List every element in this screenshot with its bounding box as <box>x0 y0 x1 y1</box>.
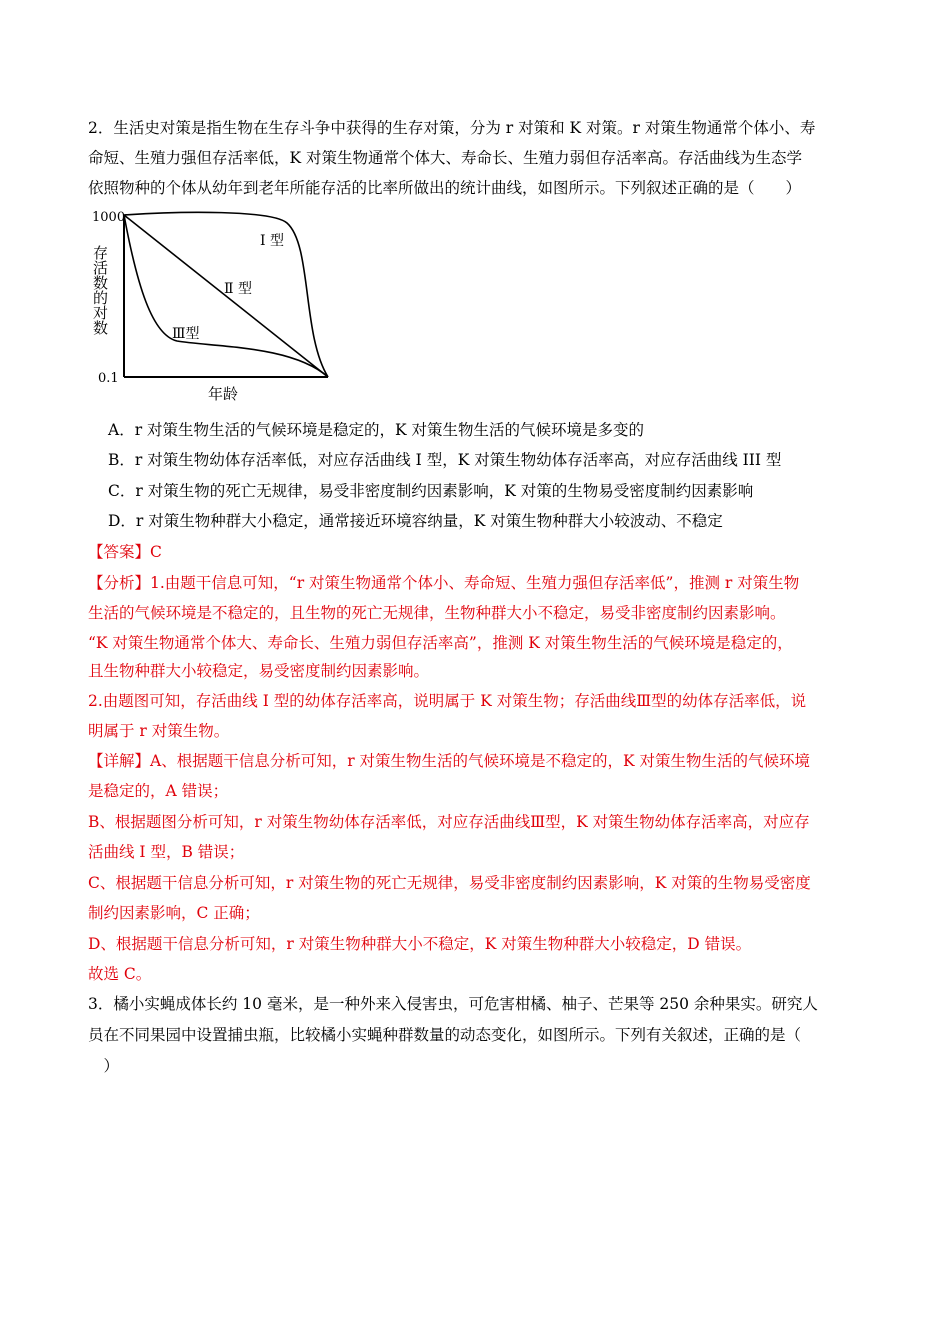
q2-detail-line-3: B、根据题图分析可知，r 对策生物幼体存活率低，对应存活曲线Ⅲ型，K 对策生物幼体存活率高，对应存 <box>88 813 810 831</box>
curve-label-type-3: Ⅲ型 <box>172 326 200 342</box>
q2-analysis-line-5: 2.由题图可知，存活曲线 I 型的幼体存活率高，说明属于 K 对策生物；存活曲线Ⅲ型的幼体存活率低，说 <box>88 692 807 710</box>
q2-option-b: B．r 对策生物幼体存活率低，对应存活曲线 I 型，K 对策生物幼体存活率高，对应存活曲线 III 型 <box>108 451 782 469</box>
q2-option-d: D．r 对策生物种群大小稳定，通常接近环境容纳量，K 对策生物种群大小较波动、不稳定 <box>108 512 723 530</box>
q2-stem-line-1: 2．生活史对策是指生物在生存斗争中获得的生存对策，分为 r 对策和 K 对策。r 对策生物通常个体小、寿 <box>88 119 816 137</box>
q3-stem-line-3: ） <box>88 1057 120 1075</box>
q2-detail-line-6: 制约因素影响，C 正确； <box>88 904 260 922</box>
survivorship-figure <box>92 205 342 409</box>
q2-analysis-line-2: 生活的气候环境是不稳定的，且生物的死亡无规律，生物种群大小不稳定，易受非密度制约因素影响。 <box>88 604 786 622</box>
y-top-tick-label: 1000 <box>92 210 126 225</box>
q2-analysis-line-6: 明属于 r 对策生物。 <box>88 722 230 740</box>
q2-analysis-line-1: 【分析】1.由题干信息可知，“r 对策生物通常个体小、寿命短、生殖力强但存活率低”，推测 r 对策生物 <box>88 574 800 592</box>
q2-detail-line-7: D、根据题干信息分析可知，r 对策生物种群大小不稳定，K 对策生物种群大小较稳定，D 错误。 <box>88 935 752 953</box>
curve-label-type-1: I 型 <box>260 233 284 249</box>
q2-detail-line-8: 故选 C。 <box>88 965 152 983</box>
y-bottom-tick-label: 0.1 <box>98 371 119 386</box>
y-axis-label: 存活数的对数 <box>92 245 109 335</box>
q2-detail-line-4: 活曲线 I 型，B 错误； <box>88 843 245 861</box>
q2-analysis-line-3: “K 对策生物通常个体大、寿命长、生殖力弱但存活率高”，推测 K 对策生物生活的气候环境是稳定的， <box>88 634 793 652</box>
q2-option-c: C．r 对策生物的死亡无规律，易受非密度制约因素影响，K 对策的生物易受密度制约因素影响 <box>108 482 754 500</box>
q3-stem-line-2: 员在不同果园中设置捕虫瓶，比较橘小实蝇种群数量的动态变化，如图所示。下列有关叙述，正确的是（ <box>88 1026 802 1044</box>
survivorship-diagram <box>92 205 342 405</box>
q2-analysis-line-4: 且生物种群大小较稳定，易受密度制约因素影响。 <box>88 662 430 680</box>
x-axis-label: 年龄 <box>208 385 239 403</box>
q2-answer: 【答案】C <box>88 543 162 561</box>
q2-detail-line-5: C、根据题干信息分析可知，r 对策生物的死亡无规律，易受非密度制约因素影响，K 对策的生物易受密度 <box>88 874 811 892</box>
q2-detail-line-2: 是稳定的，A 错误； <box>88 782 229 800</box>
q2-stem-line-2: 命短、生殖力强但存活率低，K 对策生物通常个体大、寿命长、生殖力弱但存活率高。存活曲线为生态学 <box>88 149 803 167</box>
q2-stem-line-3: 依照物种的个体从幼年到老年所能存活的比率所做出的统计曲线，如图所示。下列叙述正确的是（ ） <box>88 179 802 197</box>
q2-option-a: A．r 对策生物生活的气候环境是稳定的，K 对策生物生活的气候环境是多变的 <box>108 421 645 439</box>
q3-stem-line-1: 3．橘小实蝇成体长约 10 毫米，是一种外来入侵害虫，可危害柑橘、柚子、芒果等 250 余种果实。研究人 <box>88 995 818 1013</box>
curve-label-type-2: Ⅱ 型 <box>224 281 252 297</box>
q2-detail-line-1: 【详解】A、根据题干信息分析可知，r 对策生物生活的气候环境是不稳定的，K 对策生物生活的气候环境 <box>88 752 811 770</box>
